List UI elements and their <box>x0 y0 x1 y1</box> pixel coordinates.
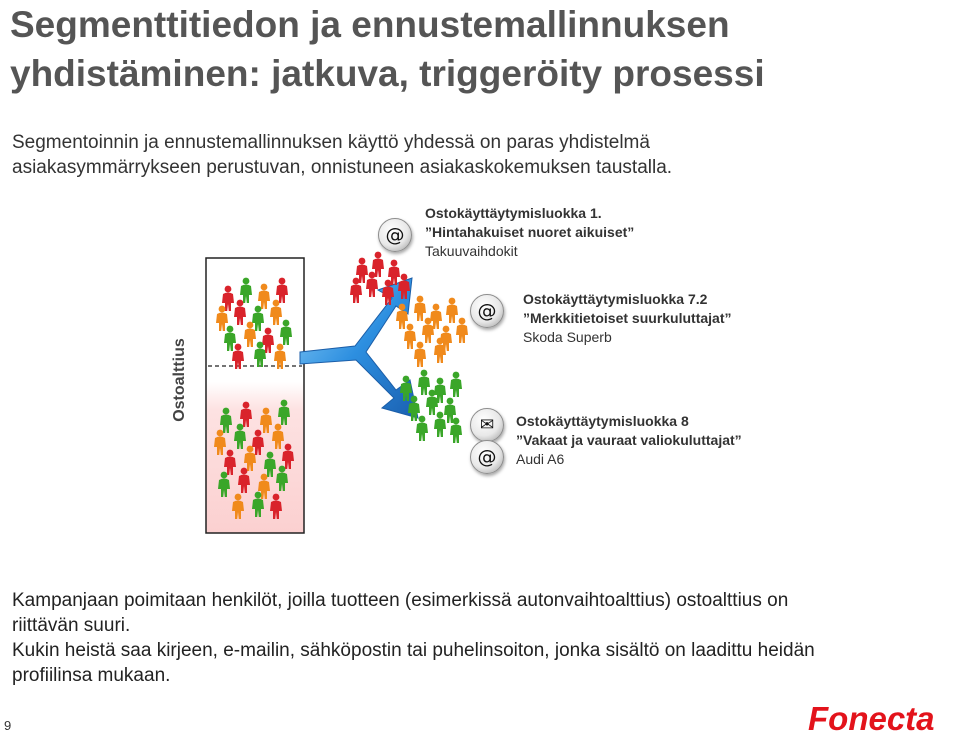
person-figure <box>456 318 468 343</box>
segment-1-car: Takuuvaihdokit <box>425 243 518 259</box>
segment-1-subtitle: ”Hintahakuiset nuoret aikuiset” <box>425 224 635 240</box>
person-figure <box>446 298 458 323</box>
page-number: 9 <box>4 718 12 733</box>
person-figure <box>450 372 462 397</box>
propensity-box <box>206 258 304 533</box>
at-glyph: @ <box>477 446 497 468</box>
person-figure <box>418 370 430 395</box>
envelope-icon <box>470 408 504 442</box>
segment-3 <box>516 412 742 469</box>
segment-3-subtitle: ”Vakaat ja vauraat valiokuluttajat” <box>516 432 742 448</box>
segment-2 <box>523 290 732 347</box>
intro-line-1: Segmentoinnin ja ennustemallinnuksen käyttö yhdessä on paras yhdistelmä <box>12 132 650 153</box>
segment-3-car: Audi A6 <box>516 451 565 467</box>
person-figure <box>414 342 426 367</box>
propensity-axis-text: Ostoalttius <box>171 338 188 422</box>
person-figure <box>416 416 428 441</box>
at-glyph: @ <box>477 300 497 322</box>
logo-text: Fonecta <box>808 700 935 736</box>
segment-2-subtitle: ”Merkkitietoiset suurkuluttajat” <box>523 310 732 326</box>
person-figure <box>434 412 446 437</box>
person-figure <box>430 304 442 329</box>
fonecta-logo <box>806 700 956 736</box>
bottom-line-3: Kukin heistä saa kirjeen, e-mailin, sähköpostin tai puhelinsoiton, jonka sisältö on laadittu heidän <box>12 640 815 661</box>
envelope-glyph: ✉ <box>479 415 495 435</box>
segment-2-car: Skoda Superb <box>523 329 612 345</box>
at-icon <box>470 294 504 328</box>
segment-3-heading: Ostokäyttäytymisluokka 8 <box>516 413 689 429</box>
bottom-line-2: riittävän suuri. <box>12 615 131 636</box>
propensity-axis-label <box>162 330 198 430</box>
bottom-text <box>12 588 942 688</box>
person-figure <box>404 324 416 349</box>
segment-2-heading: Ostokäyttäytymisluokka 7.2 <box>523 291 708 307</box>
at-glyph: @ <box>385 224 405 246</box>
bottom-line-1: Kampanjaan poimitaan henkilöt, joilla tuotteen (esimerkissä autonvaihtoalttius) ostoalttius on <box>12 590 789 611</box>
intro-line-2: asiakasymmärrykseen perustuvan, onnistuneen asiakaskokemuksen taustalla. <box>12 157 673 178</box>
segment-1 <box>425 204 634 261</box>
person-figure <box>414 296 426 321</box>
at-icon <box>378 218 412 252</box>
title-line-1: Segmenttitiedon ja ennustemallinnuksen <box>10 4 730 45</box>
segment-1-heading: Ostokäyttäytymisluokka 1. <box>425 205 602 221</box>
bottom-line-4: profiilinsa mukaan. <box>12 665 171 686</box>
at-icon <box>470 440 504 474</box>
title-line-2: yhdistäminen: jatkuva, triggeröity prosessi <box>10 53 765 94</box>
person-figure <box>422 318 434 343</box>
